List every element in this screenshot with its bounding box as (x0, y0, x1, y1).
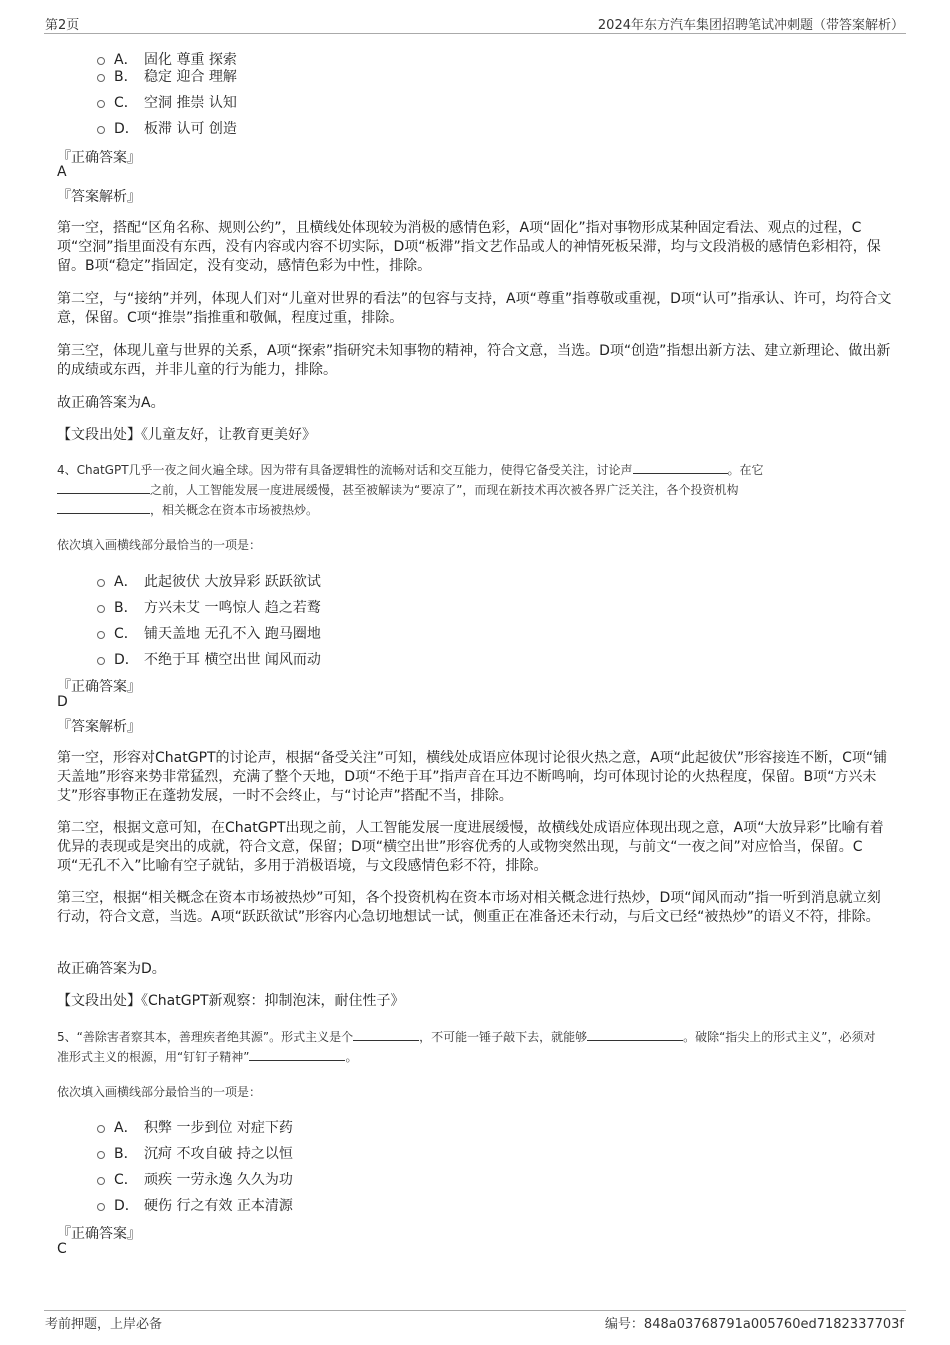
blank-line[interactable] (633, 461, 728, 474)
q3-answer-label: 『正确答案』 (57, 150, 141, 166)
radio-icon[interactable] (97, 1125, 105, 1133)
q3-option-d[interactable]: D． 板滞 认可 创造 (97, 118, 237, 138)
radio-icon[interactable] (97, 57, 105, 65)
q5-option-b[interactable]: B． 沉疴 不攻自破 持之以恒 (97, 1143, 293, 1163)
q5-answer: C (57, 1241, 67, 1257)
page-number: 第2页 (45, 18, 80, 33)
radio-icon[interactable] (97, 657, 105, 665)
blank-line[interactable] (249, 1048, 345, 1061)
q4-analysis-p3: 第三空，根据“相关概念在资本市场被热炒”可知，各个投资机构在资本市场对相关概念进行热炒，D项“闻风而动”指一听到消息就立刻行动，符合文意，当选。A项“跃跃欲试”形容内心急切地想试一试，侧重正在准备还未行动，与后文已经“被热炒”的语义不符，排除。 (57, 890, 881, 925)
document-title: 2024年东方汽车集团招聘笔试冲刺题（带答案解析） (597, 18, 904, 33)
radio-icon[interactable] (97, 126, 105, 134)
q4-analysis-p1: 第一空，形容对ChatGPT的讨论声，根据“备受关注”可知，横线处成语应体现讨论很火热之意，A项“此起彼伏”形容接连不断，C项“铺天盖地”形容来势非常猛烈，充满了整个天地，D项“不绝于耳”指声音在耳边不断鸣响，均可体现讨论的火热程度，保留。B项“方兴未艾”形容事物正在蓬勃发展，一时不会终止，与“讨论声”搭配不当，排除。 (57, 750, 888, 804)
blank-line[interactable] (57, 501, 150, 514)
q4-stem: 4、ChatGPT几乎一夜之间火遍全球。因为带有具备逻辑性的流畅对话和交互能力，使得它备受关注，讨论声 。在它 之前，人工智能发展一度进展缓慢，甚至被解读为“要凉了”，而现在新技术再次被各界广泛关注，各个投资机构 ，相关概念在资本市场被热炒。 (57, 463, 764, 517)
header-divider (44, 33, 906, 34)
q5-option-a[interactable]: A． 积弊 一步到位 对症下药 (97, 1117, 293, 1137)
q4-prompt: 依次填入画横线部分最恰当的一项是： (57, 538, 262, 552)
q4-option-b[interactable]: B． 方兴未艾 一鸣惊人 趋之若鹜 (97, 597, 321, 617)
q4-conclusion: 故正确答案为D。 (57, 961, 166, 977)
q4-analysis-label: 『答案解析』 (57, 719, 141, 735)
radio-icon[interactable] (97, 631, 105, 639)
q3-conclusion: 故正确答案为A。 (57, 395, 165, 411)
q4-option-a[interactable]: A． 此起彼伏 大放异彩 跃跃欲试 (97, 571, 321, 591)
q5-option-d[interactable]: D． 硬伤 行之有效 正本清源 (97, 1195, 293, 1215)
q5-prompt: 依次填入画横线部分最恰当的一项是： (57, 1085, 262, 1099)
q5-option-c[interactable]: C． 顽疾 一劳永逸 久久为功 (97, 1169, 293, 1189)
q4-answer-label: 『正确答案』 (57, 679, 141, 695)
q4-answer: D (57, 694, 68, 710)
document-code: 编号：848a03768791a005760ed7182337703f (604, 1317, 904, 1332)
q4-option-c[interactable]: C． 铺天盖地 无孔不入 跑马圈地 (97, 623, 321, 643)
blank-line[interactable] (587, 1028, 683, 1041)
q3-analysis-label: 『答案解析』 (57, 189, 141, 205)
q3-option-b[interactable]: B． 稳定 迎合 理解 (97, 66, 237, 86)
q3-analysis-p1: 第一空，搭配“区角名称、规则公约”，且横线处体现较为消极的感情色彩，A项“固化”指对事物形成某种固定看法、观点的过程，C项“空洞”指里面没有东西，没有内容或内容不切实际，D项“板滞”指文艺作品或人的神情死板呆滞，均与文段消极的感情色彩相符，保留。B项“稳定”指固定，没有变动，感情色彩为中性，排除。 (57, 220, 881, 274)
q3-option-c[interactable]: C． 空洞 推崇 认知 (97, 92, 237, 112)
radio-icon[interactable] (97, 579, 105, 587)
q5-stem: 5、“善除害者察其本，善理疾者绝其源”。形式主义是个 ，不可能一锤子敲下去，就能够 。破除“指尖上的形式主义”，必须对准形式主义的根源，用“钉钉子精神” 。 (57, 1030, 876, 1064)
blank-line[interactable] (57, 481, 150, 494)
radio-icon[interactable] (97, 1177, 105, 1185)
radio-icon[interactable] (97, 74, 105, 82)
footer-slogan: 考前押题，上岸必备 (45, 1317, 163, 1332)
footer-divider (44, 1310, 906, 1311)
q3-analysis-p3: 第三空，体现儿童与世界的关系，A项“探索”指研究未知事物的精神，符合文意，当选。D项“创造”指想出新方法、建立新理论、做出新的成绩或东西，并非儿童的行为能力，排除。 (57, 343, 891, 378)
q3-analysis-p2: 第二空，与“接纳”并列，体现人们对“儿童对世界的看法”的包容与支持，A项“尊重”指尊敬或重视，D项“认可”指承认、许可，均符合文意，保留。C项“推崇”指推重和敬佩，程度过重，排除。 (57, 291, 892, 326)
radio-icon[interactable] (97, 100, 105, 108)
q5-answer-label: 『正确答案』 (57, 1226, 141, 1242)
radio-icon[interactable] (97, 1151, 105, 1159)
q4-analysis-p2: 第二空，根据文意可知，在ChatGPT出现之前，人工智能发展一度进展缓慢，故横线处成语应体现出现之意，A项“大放异彩”比喻有着优异的表现或是突出的成就，符合文意，保留；D项“横空出世”形容优秀的人或物突然出现，与前文“一夜之间”对应恰当，保留。C项“无孔不入”比喻有空子就钻，多用于消极语境，与文段感情色彩不符，排除。 (57, 820, 884, 874)
blank-line[interactable] (353, 1028, 419, 1041)
q3-answer: A (57, 164, 67, 180)
q3-source: 【文段出处】《儿童友好，让教育更美好》 (57, 427, 316, 443)
q4-option-d[interactable]: D． 不绝于耳 横空出世 闻风而动 (97, 649, 321, 669)
q4-source: 【文段出处】《ChatGPT新观察：抑制泡沫，耐住性子》 (57, 993, 405, 1009)
radio-icon[interactable] (97, 1203, 105, 1211)
q3-option-a[interactable]: A． 固化 尊重 探索 (97, 49, 237, 69)
radio-icon[interactable] (97, 605, 105, 613)
